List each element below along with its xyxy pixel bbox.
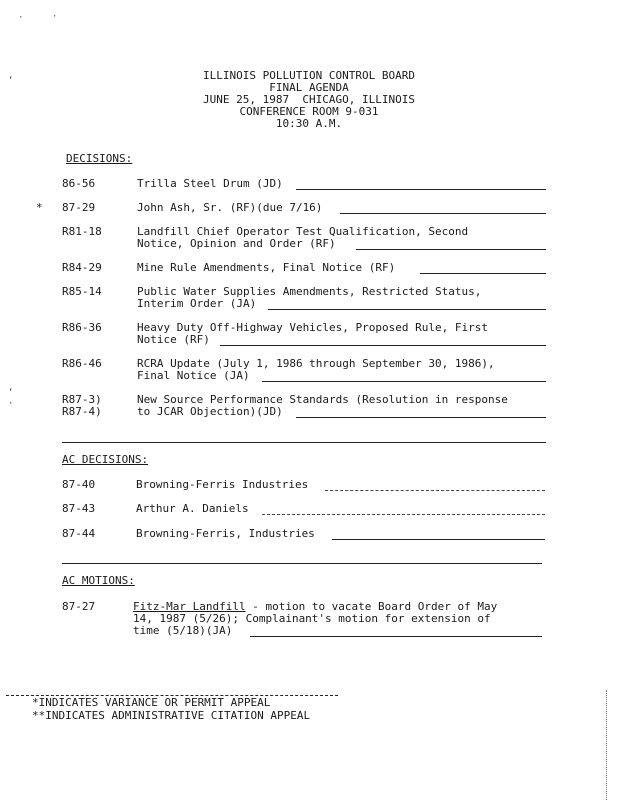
signature-line bbox=[332, 539, 545, 540]
meeting-time: 10:30 A.M. bbox=[275, 117, 343, 130]
signature-line bbox=[262, 514, 545, 515]
item-number: R84-29 bbox=[62, 261, 102, 274]
signature-line bbox=[268, 309, 546, 310]
item-number: 87-29 bbox=[62, 201, 96, 214]
item-number: R87-3) bbox=[62, 393, 102, 406]
signature-line bbox=[262, 381, 546, 382]
item-number: R81-18 bbox=[62, 225, 102, 238]
item-text: Trilla Steel Drum (JD) bbox=[137, 177, 283, 190]
scan-speck: · bbox=[52, 12, 58, 22]
scan-speck: , bbox=[8, 383, 14, 393]
item-text: Browning-Ferris, Industries bbox=[136, 527, 315, 540]
item-number: R86-36 bbox=[62, 321, 102, 334]
document-title: FINAL AGENDA bbox=[269, 81, 349, 94]
item-number: 87-43 bbox=[62, 502, 96, 515]
footnote-admin-citation: **INDICATES ADMINISTRATIVE CITATION APPEAL bbox=[32, 709, 311, 722]
item-number: R87-4) bbox=[62, 405, 102, 418]
signature-line bbox=[296, 189, 546, 190]
item-number: 86-56 bbox=[62, 177, 96, 190]
signature-line bbox=[325, 490, 545, 491]
item-text: RCRA Update (July 1, 1986 through September 30, 1986), bbox=[137, 357, 495, 370]
item-text: time (5/18)(JA) bbox=[133, 624, 233, 637]
signature-line bbox=[296, 417, 546, 418]
item-text: Browning-Ferris Industries bbox=[136, 478, 309, 491]
item-text: Notice, Opinion and Order (RF) bbox=[137, 237, 336, 250]
item-text: Arthur A. Daniels bbox=[136, 502, 249, 515]
footnote-variance: *INDICATES VARIANCE OR PERMIT APPEAL bbox=[32, 696, 271, 709]
signature-line bbox=[420, 273, 546, 274]
section-heading: DECISIONS: bbox=[66, 152, 133, 165]
item-number: 87-27 bbox=[62, 600, 96, 613]
item-text: - motion to vacate Board Order of May bbox=[245, 600, 498, 613]
signature-line bbox=[250, 636, 542, 637]
scan-speck: · bbox=[18, 13, 24, 23]
scan-edge-line bbox=[606, 690, 607, 800]
item-text: Interim Order (JA) bbox=[137, 297, 257, 310]
org-name: ILLINOIS POLLUTION CONTROL BOARD bbox=[203, 69, 415, 82]
item-text: Mine Rule Amendments, Final Notice (RF) bbox=[137, 261, 396, 274]
item-text: 14, 1987 (5/26); Complainant's motion for extension of bbox=[133, 612, 491, 625]
item-marker: * bbox=[36, 201, 43, 214]
item-text: to JCAR Objection)(JD) bbox=[137, 405, 283, 418]
scan-speck: , bbox=[8, 71, 14, 81]
item-number: 87-44 bbox=[62, 527, 96, 540]
item-text: Final Notice (JA) bbox=[137, 369, 250, 382]
item-number: R86-46 bbox=[62, 357, 102, 370]
item-text: Public Water Supplies Amendments, Restricted Status, bbox=[137, 285, 482, 298]
item-number: 87-40 bbox=[62, 478, 96, 491]
item-number: R85-14 bbox=[62, 285, 102, 298]
item-text: New Source Performance Standards (Resolution in response bbox=[137, 393, 508, 406]
section-heading: AC MOTIONS: bbox=[62, 574, 135, 587]
section-heading: AC DECISIONS: bbox=[62, 453, 149, 466]
item-text: Notice (RF) bbox=[137, 333, 210, 346]
item-text: Heavy Duty Off-Highway Vehicles, Proposed Rule, First bbox=[137, 321, 488, 334]
meeting-room: CONFERENCE ROOM 9-031 bbox=[239, 105, 379, 118]
section-divider bbox=[62, 563, 542, 564]
scan-speck: · bbox=[8, 399, 14, 409]
signature-line bbox=[356, 249, 546, 250]
item-text: Landfill Chief Operator Test Qualification, Second bbox=[137, 225, 469, 238]
signature-line bbox=[220, 345, 546, 346]
party-name: Fitz-Mar Landfill bbox=[133, 600, 246, 613]
meeting-date-place: JUNE 25, 1987 CHICAGO, ILLINOIS bbox=[203, 93, 415, 106]
item-text: John Ash, Sr. (RF)(due 7/16) bbox=[137, 201, 323, 214]
signature-line bbox=[340, 213, 546, 214]
section-divider bbox=[62, 442, 546, 443]
